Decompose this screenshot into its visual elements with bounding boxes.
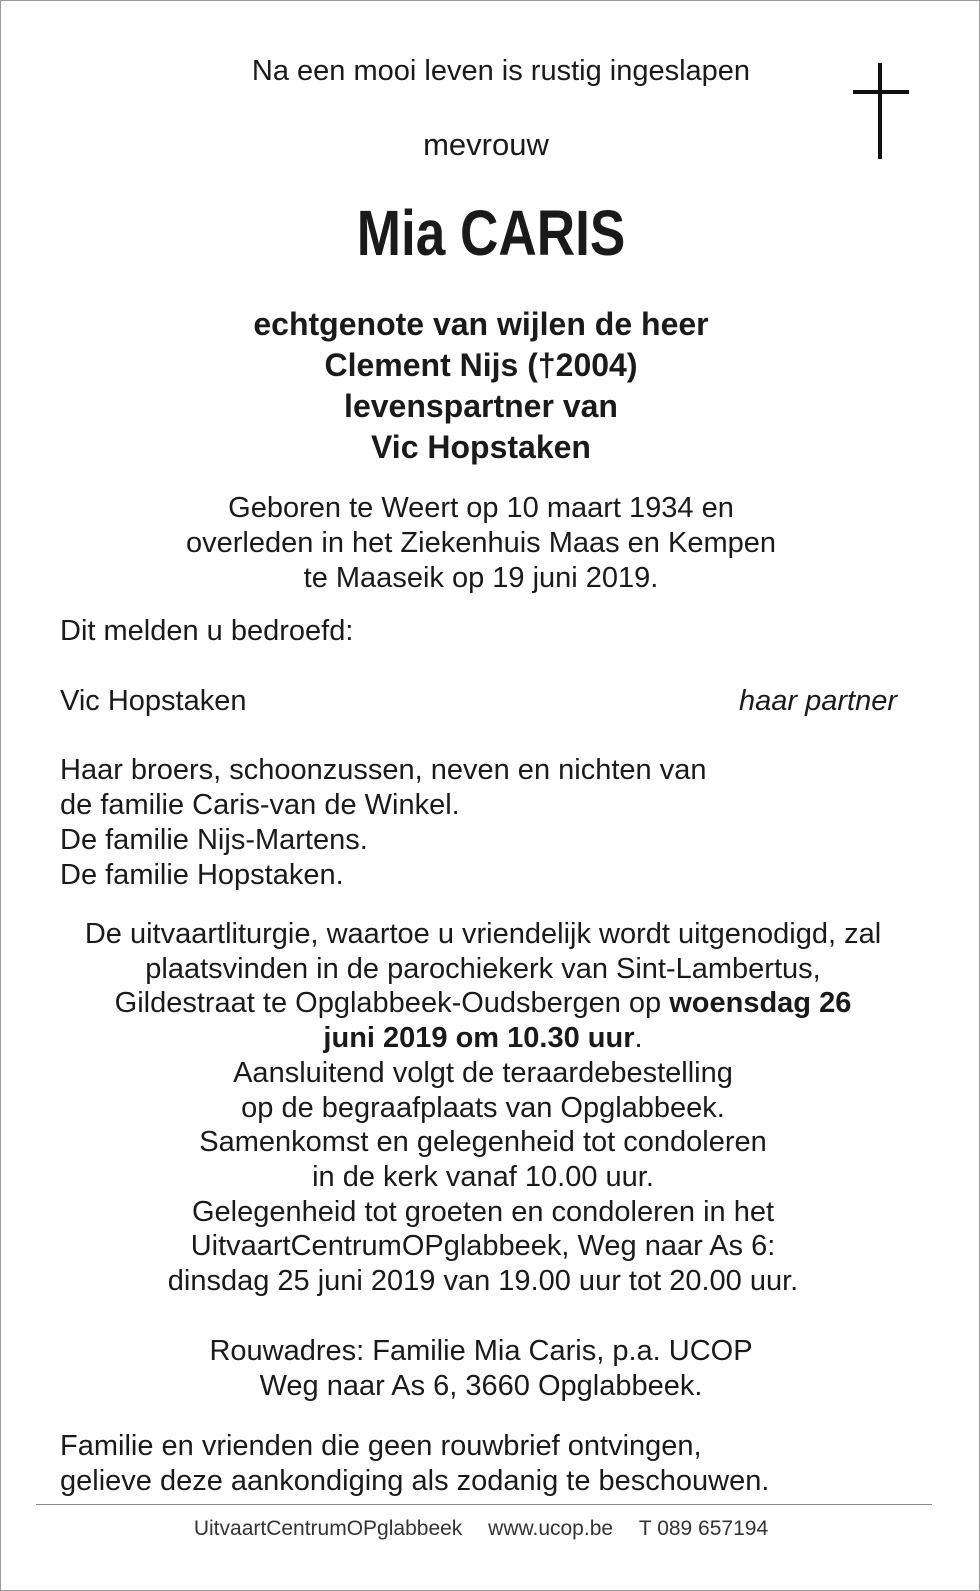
relation-line: Vic Hopstaken (371, 429, 591, 465)
service-line: UitvaartCentrumOPglabbeek, Weg naar As 6: (190, 1230, 776, 1263)
address-line: Weg naar As 6, 3660 Opglabbeek. (259, 1370, 703, 1402)
service-block (0, 917, 973, 1299)
service-text: . (634, 1022, 643, 1055)
footer-divider (36, 1504, 932, 1505)
service-line: plaatsvinden in de parochiekerk van Sint-Lambertus, (145, 952, 821, 985)
relation-line: echtgenote van wijlen de heer (253, 306, 709, 342)
closing-line: Familie en vrienden die geen rouwbrief ontvingen, (60, 1430, 702, 1462)
address-block (0, 1334, 971, 1404)
closing-line: gelieve deze aankondiging als zodanig te beschouwen. (60, 1465, 770, 1497)
title-word: mevrouw (423, 127, 549, 162)
service-date-bold: woensdag 26 (669, 987, 852, 1020)
service-line: op de begraafplaats van Opglabbeek. (241, 1091, 725, 1124)
address-line: Rouwadres: Familie Mia Caris, p.a. UCOP (209, 1335, 753, 1367)
family-line: de familie Caris-van de Winkel. (60, 789, 460, 821)
family-line: Haar broers, schoonzussen, neven en nichten van (60, 754, 707, 786)
birth-death-line: Geboren te Weert op 10 maart 1934 en (228, 492, 734, 524)
partner-name: Vic Hopstaken (60, 685, 247, 717)
service-text: Gildestraat te Opglabbeek-Oudsbergen op (114, 987, 670, 1020)
service-line (0, 986, 973, 1021)
service-line: in de kerk vanaf 10.00 uur. (312, 1160, 654, 1193)
service-line: dinsdag 25 juni 2019 van 19.00 uur tot 20.00 uur. (167, 1265, 799, 1298)
footer (0, 1514, 971, 1544)
family-block (60, 753, 706, 893)
service-line: De uitvaartliturgie, waartoe u vriendelijk wordt uitgenodigd, zal (84, 918, 882, 950)
service-line: Aansluitend volgt de teraardebestelling (233, 1056, 733, 1089)
service-line: Samenkomst en gelegenheid tot condoleren (199, 1126, 767, 1159)
footer-website[interactable]: www.ucop.be (488, 1517, 614, 1540)
relation-line: levenspartner van (344, 388, 618, 424)
announce-text: Dit melden u bedroefd: (60, 615, 354, 647)
birth-death-line: overleden in het Ziekenhuis Maas en Kempen (185, 527, 777, 559)
footer-company: UitvaartCentrumOPglabbeek (193, 1517, 463, 1540)
partner-role: haar partner (739, 685, 897, 717)
relation-line: Clement Nijs (†2004) (324, 347, 638, 383)
footer-phone: T 089 657194 (638, 1517, 769, 1540)
service-line: Gelegenheid tot groeten en condoleren in het (191, 1195, 775, 1228)
deceased-name: Mia CARIS (356, 197, 626, 269)
birth-death-block (0, 491, 971, 596)
relations-block (0, 304, 971, 468)
service-line (0, 1021, 973, 1056)
intro-text: Na een mooi leven is rustig ingeslapen (251, 55, 751, 87)
family-line: De familie Nijs-Martens. (60, 824, 368, 856)
birth-death-line: te Maaseik op 19 juni 2019. (303, 562, 659, 594)
service-time-bold: juni 2019 om 10.30 uur (323, 1022, 635, 1055)
family-line: De familie Hopstaken. (60, 859, 344, 891)
closing-block (60, 1429, 769, 1499)
